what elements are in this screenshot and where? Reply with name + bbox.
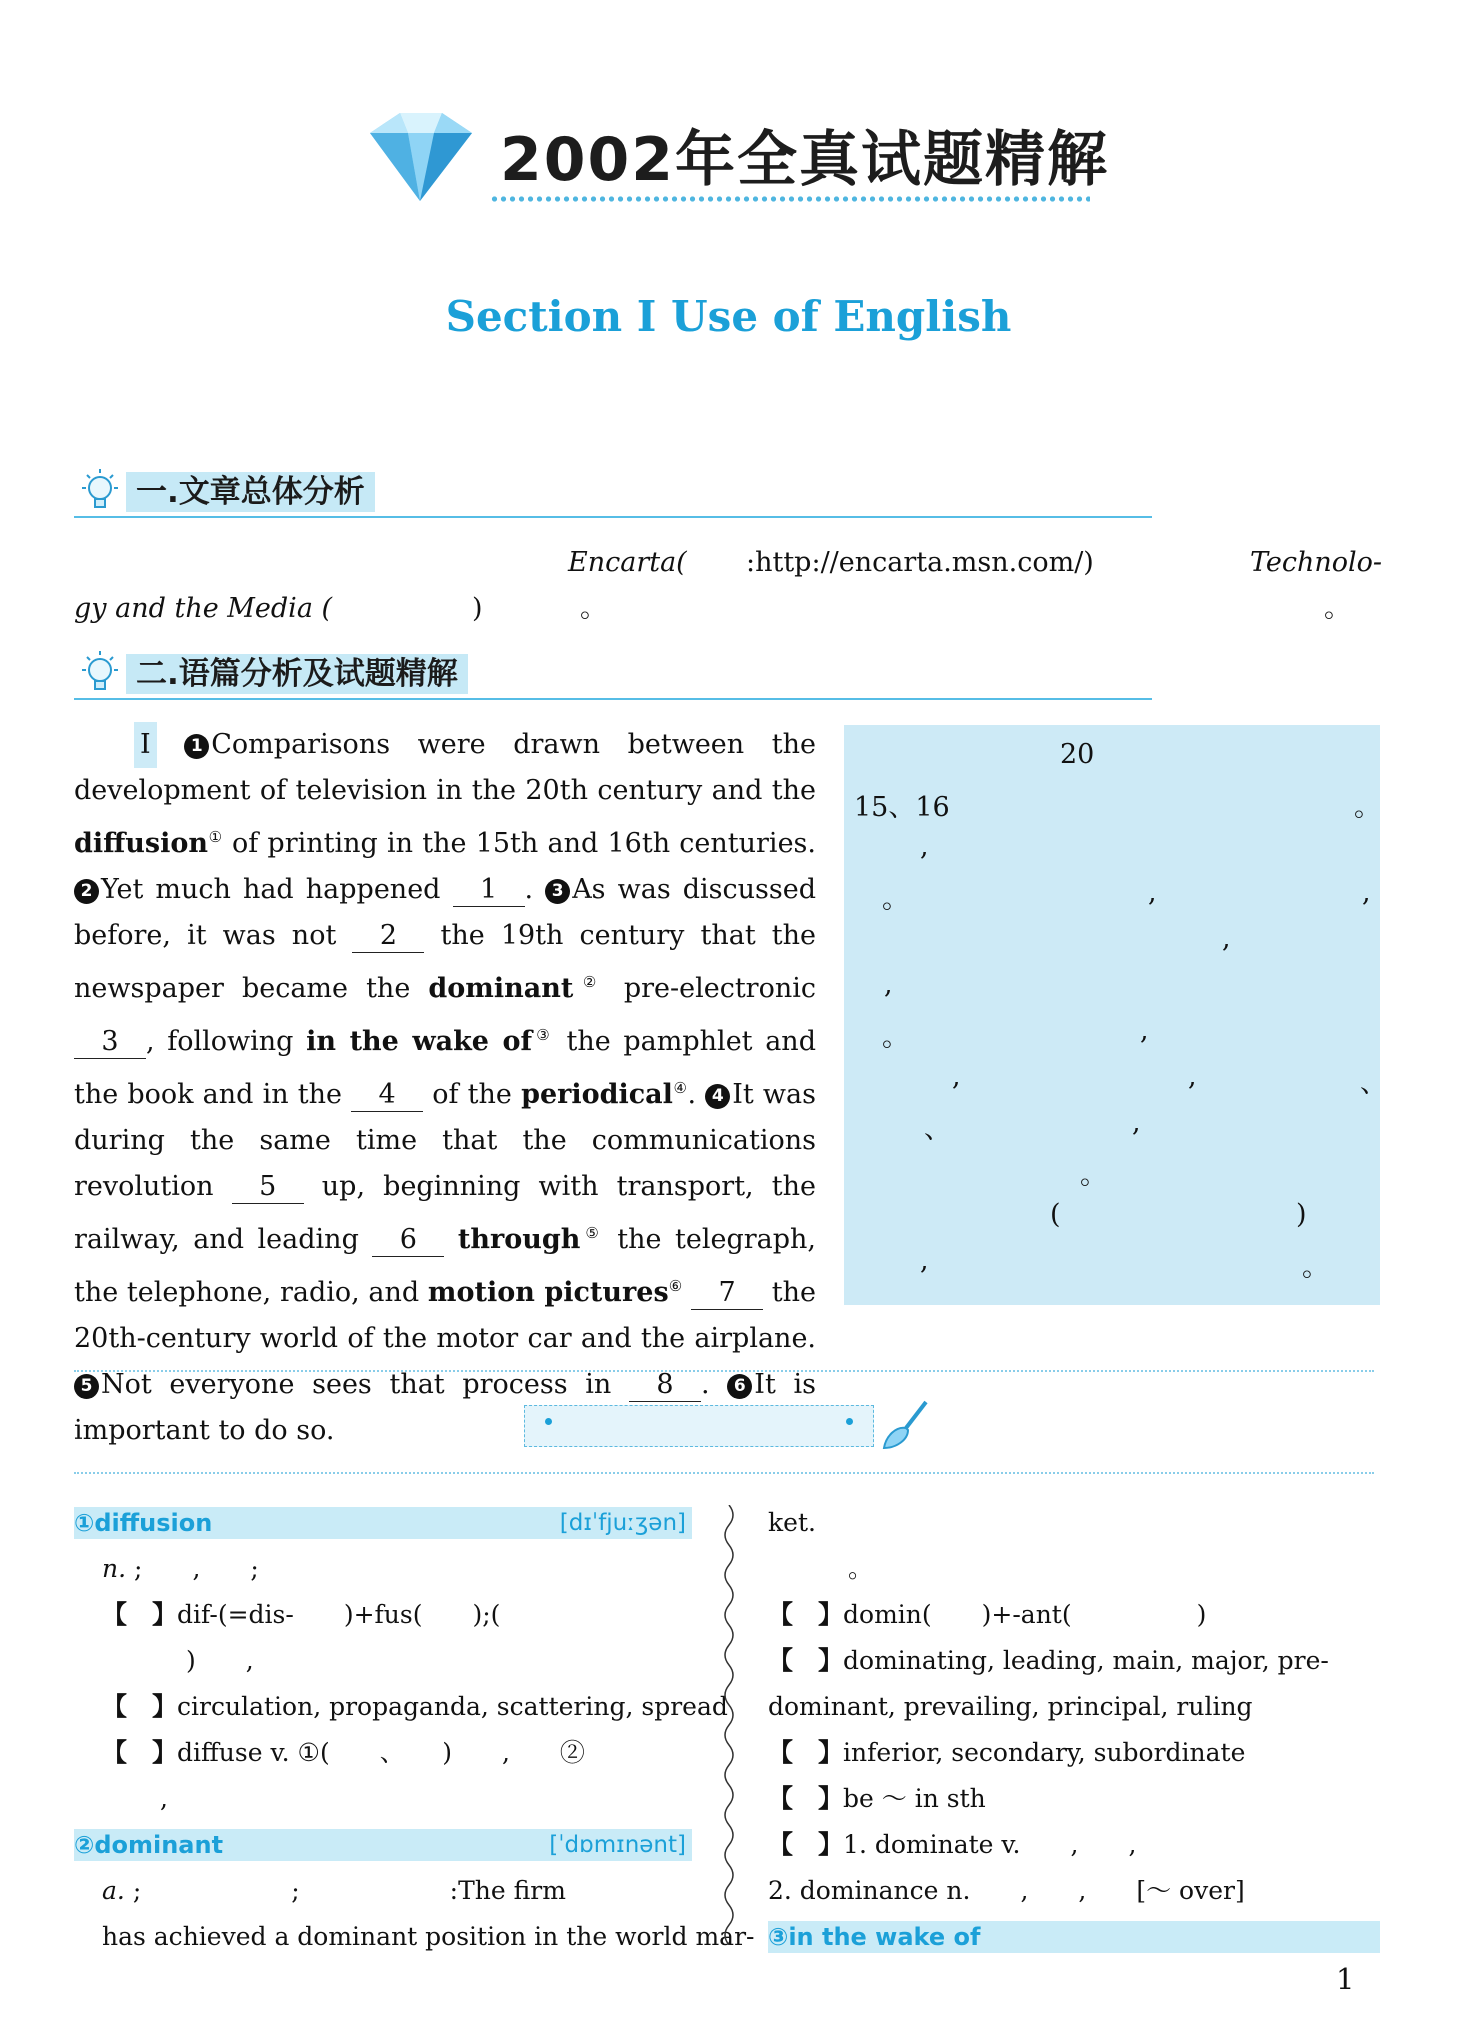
punctuation: (	[1050, 1199, 1061, 1230]
sentence-text: up, beginning with transport, the railway, and leading	[74, 1171, 816, 1255]
derivative-text: 1. dominate v. , ,	[843, 1830, 1137, 1859]
bracket: 【	[768, 1646, 794, 1675]
tag-dot	[545, 1418, 552, 1425]
answer-blank[interactable]: 8	[629, 1369, 701, 1402]
vocab-line	[74, 1638, 692, 1684]
example-text: has achieved a dominant position in the world mar-	[102, 1922, 755, 1951]
analysis-number: 15、16	[854, 792, 950, 823]
punctuation: 、	[924, 1114, 951, 1145]
punctuation: ,	[1132, 1107, 1141, 1138]
punctuation: 。	[882, 1022, 909, 1053]
punctuation: 、	[1360, 1068, 1387, 1099]
analysis-number: 20	[1060, 739, 1095, 770]
vocab-line	[768, 1592, 1380, 1638]
section-divider	[74, 516, 1152, 518]
bracket: 】	[152, 1600, 178, 1629]
answer-blank[interactable]: 7	[691, 1277, 763, 1310]
vocab-column-right	[768, 1500, 1380, 1960]
synonyms-text: circulation, propaganda, scattering, spread	[177, 1692, 728, 1721]
sentence-text: of printing in the 15th and 16th centuries.	[222, 828, 816, 859]
answer-blank[interactable]: 1	[453, 874, 525, 907]
bracket: 【	[102, 1738, 128, 1767]
punctuation: ,	[1140, 1015, 1149, 1046]
vocab-line	[768, 1868, 1380, 1914]
book-title-part1: Technolo-	[1250, 547, 1383, 578]
note-ref: ②	[573, 973, 606, 991]
note-ref: ③	[532, 1026, 554, 1044]
note-ref: ⑥	[668, 1277, 683, 1295]
derivative-text: 2. dominance n. , , [～ over]	[768, 1876, 1245, 1905]
sentence-text: the pamphlet and the book and in the	[74, 1026, 816, 1110]
sentence-text: As was discussed before, it was not	[74, 874, 816, 951]
vocab-line	[74, 1868, 692, 1914]
vocab-line	[74, 1776, 692, 1822]
vocab-word: periodical	[521, 1079, 673, 1110]
source-url: :http://encarta.msn.com/)	[746, 547, 1094, 578]
etymology-text: ) ,	[186, 1646, 254, 1675]
punctuation: )	[1296, 1199, 1307, 1230]
answer-blank[interactable]: 3	[74, 1026, 146, 1059]
punctuation: ,	[1188, 1061, 1197, 1092]
bracket: 】	[818, 1646, 844, 1675]
vocab-line	[74, 1592, 692, 1638]
vocab-line	[74, 1546, 692, 1592]
sentence-number: 6	[727, 1374, 752, 1399]
diamond-icon	[360, 105, 480, 205]
answer-blank[interactable]: 2	[352, 920, 424, 953]
bracket: 】	[818, 1600, 844, 1629]
section-label: 一.文章总体分析	[126, 472, 375, 512]
sentence-number: 4	[705, 1084, 730, 1109]
punctuation: 。	[1354, 792, 1381, 823]
page-number: 1	[1336, 1962, 1355, 1996]
punctuation: ,	[1148, 877, 1157, 908]
punctuation: 。	[1302, 1252, 1329, 1283]
sentence-text: the telegraph, the telephone, radio, and	[74, 1224, 817, 1308]
synonyms-text: dominant, prevailing, principal, ruling	[768, 1692, 1253, 1721]
vocab-line	[74, 1914, 755, 1960]
bracket: 【	[102, 1600, 128, 1629]
part-of-speech: n.	[102, 1554, 127, 1583]
overview-line	[74, 586, 1386, 632]
vocab-headword: ①diffusion	[74, 1509, 213, 1537]
paragraph-marker: Ⅰ	[134, 722, 157, 768]
sentence-number: 2	[74, 879, 99, 904]
bracket: 【	[768, 1784, 794, 1813]
period-mark: 。	[580, 593, 607, 624]
note-ref: ⑤	[580, 1224, 604, 1242]
answer-blank[interactable]: 5	[232, 1171, 304, 1204]
vocab-column-left	[74, 1500, 755, 1960]
sentence-text: , following	[146, 1026, 307, 1057]
book-title-part2: gy and the Media (	[74, 593, 333, 624]
derivative-text: ,	[160, 1784, 168, 1813]
bracket: 】	[152, 1692, 178, 1721]
vocab-word: dominant	[428, 973, 574, 1004]
derivative-text: diffuse v. ①( 、 ) , ②	[177, 1738, 585, 1767]
vocab-word: through	[457, 1224, 581, 1255]
column-separator-wave	[718, 1505, 740, 1945]
punctuation: ,	[920, 831, 929, 862]
dotted-divider	[74, 1370, 1374, 1372]
lightbulb-icon	[74, 466, 126, 518]
etymology-text: domin( )+-ant( )	[843, 1600, 1207, 1629]
passage-paragraph: Ⅰ 1 Comparisons were drawn between the development of television in the 20th century and the diffusion① of printing in the 15th and 16th centuries. 2 Yet much had happened 1 . 3 As was discussed before, it was not 2 the 19th century that the newspaper became the dominant② pre-electronic 3 , following in the wake of③ the pamphlet and the book and in the 4 of the periodical④. 4 It was during the same time that the communications revolution 5 up, beginning with transport, the railway, and leading 6 through⑤ the telegraph, the telephone, radio, and motion pictures⑥ 7 the 20th-century world of the motor car and the airplane. 5 Not everyone sees that process in 8 . 6 It is important to do so.	[74, 722, 816, 1454]
reading-passage	[74, 722, 816, 1454]
note-ref: ①	[208, 828, 223, 846]
section-divider	[74, 698, 1152, 700]
sentence-text: of the	[423, 1079, 522, 1110]
sentence-text: the 20th-century world of the motor car and the airplane.	[74, 1277, 816, 1354]
punctuation: 。	[882, 884, 909, 915]
section-title: Section Ⅰ Use of English	[445, 292, 1012, 341]
vocab-entry-header	[74, 1507, 692, 1539]
part-of-speech: a.	[102, 1876, 125, 1905]
vocab-line	[768, 1546, 1380, 1592]
sentence-text: It was during the same time that the communications revolution	[74, 1079, 816, 1202]
brush-icon	[878, 1398, 932, 1452]
vocab-entry-header	[74, 1829, 692, 1861]
bracket: 【	[768, 1738, 794, 1767]
vocab-line	[74, 1684, 728, 1730]
vocab-line	[768, 1822, 1380, 1868]
definition-text: ; ; :The firm	[132, 1876, 566, 1905]
vocab-headword: ③in the wake of	[768, 1923, 981, 1951]
study-tag-box	[524, 1405, 874, 1447]
section-label: 二.语篇分析及试题精解	[126, 654, 468, 694]
bracket: 】	[818, 1738, 844, 1767]
vocab-line	[768, 1684, 1380, 1730]
punctuation: ,	[920, 1245, 929, 1276]
vocab-headword: ②dominant	[74, 1831, 224, 1859]
sentence-text: the 19th century that the newspaper became the	[74, 920, 816, 1004]
period-mark: 。	[1324, 593, 1351, 624]
vocab-line	[768, 1638, 1380, 1684]
vocab-line	[768, 1500, 1380, 1546]
bracket: 】	[152, 1738, 178, 1767]
punctuation: ,	[1362, 877, 1371, 908]
sentence-text: Not everyone sees that process in	[101, 1369, 630, 1400]
analysis-panel	[844, 725, 1387, 1305]
page-title: 2002年全真试题精解	[500, 125, 1109, 195]
antonyms-text: inferior, secondary, subordinate	[843, 1738, 1246, 1767]
dotted-divider	[74, 1472, 1374, 1474]
punctuation: 。	[1080, 1160, 1107, 1191]
etymology-text: dif-(=dis- )+fus( );(	[177, 1600, 501, 1629]
vocab-word: motion pictures	[427, 1277, 669, 1308]
vocab-word: in the wake of	[306, 1026, 533, 1057]
sentence-number: 1	[184, 734, 209, 759]
bracket: 【	[102, 1692, 128, 1721]
punctuation: ,	[952, 1061, 961, 1092]
note-ref: ④	[672, 1079, 688, 1097]
punctuation: ,	[884, 969, 893, 1000]
punctuation: 。	[848, 1554, 874, 1583]
title-underline-dots	[490, 195, 1090, 203]
bracket: 【	[768, 1600, 794, 1629]
sentence-number: 3	[545, 879, 570, 904]
overview-line	[74, 540, 1386, 586]
lightbulb-icon	[74, 648, 126, 700]
example-text: ket.	[768, 1508, 816, 1537]
sentence-text: Comparisons were drawn between the development of television in the 20th century and the	[74, 729, 816, 806]
vocab-entry-header	[768, 1921, 1380, 1953]
bracket: 】	[818, 1784, 844, 1813]
sentence-text: It is important to do so.	[74, 1369, 816, 1446]
paren-close: )	[472, 593, 483, 624]
sentence-text: pre-electronic	[605, 973, 816, 1004]
tag-dot	[846, 1418, 853, 1425]
sentence-number: 5	[74, 1374, 99, 1399]
vocab-line	[768, 1776, 1380, 1822]
sentence-text: Yet much had happened	[101, 874, 453, 905]
definition-text: ; , ;	[134, 1554, 259, 1583]
synonyms-text: dominating, leading, main, major, pre-	[843, 1646, 1329, 1675]
answer-blank[interactable]: 4	[351, 1079, 423, 1112]
phonetic: [dɪˈfjuːʒən]	[559, 1510, 686, 1536]
answer-blank[interactable]: 6	[372, 1224, 444, 1257]
bracket: 【	[768, 1830, 794, 1859]
source-name: Encarta(	[568, 547, 687, 578]
overview-text	[74, 540, 1386, 632]
vocab-word: diffusion	[74, 828, 209, 859]
phonetic: [ˈdɒmɪnənt]	[549, 1832, 686, 1858]
phrase-text: be ～ in sth	[843, 1784, 986, 1813]
vocab-line	[768, 1730, 1380, 1776]
bracket: 】	[818, 1830, 844, 1859]
punctuation: ,	[1222, 923, 1231, 954]
vocab-line	[74, 1730, 692, 1776]
